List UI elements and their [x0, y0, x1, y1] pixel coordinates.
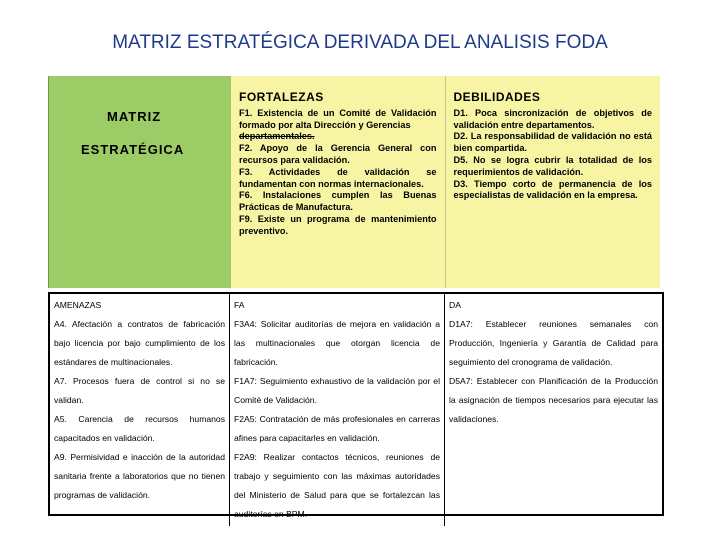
- fa-column: [230, 294, 445, 526]
- amenaza-item: A9. Permisividad e inacción de la autoridad sanitaria frente a laboratorios que no tienen programas de validación.: [54, 452, 225, 500]
- debilidad-item: D5. No se logra cubrir la totalidad de los requerimientos de validación.: [453, 154, 652, 177]
- amenaza-item: A4. Afectación a contratos de fabricación bajo licencia por bajo cumplimiento de los estándares de multinacionales.: [54, 319, 225, 367]
- fortaleza-item: F6. Instalaciones cumplen las Buenas Prácticas de Manufactura.: [239, 190, 437, 213]
- da-strategy: D1A7: Establecer reuniones semanales con Producción, Ingeniería y Garantía de Calidad para seguimiento del cronograma de validación.: [449, 319, 658, 367]
- fa-strategy: F1A7: Seguimiento exhaustivo de la validación por el Comité de Validación.: [234, 376, 440, 405]
- amenaza-item: A5. Carencia de recursos humanos capacitados en validación.: [54, 414, 225, 443]
- fortaleza-item: departamentales.: [239, 131, 315, 142]
- matrix-label-cell: [48, 76, 231, 288]
- matrix-label-line2: ESTRATÉGICA: [81, 142, 185, 157]
- amenaza-item: A7. Procesos fuera de control si no se validan.: [54, 376, 225, 405]
- fortalezas-column: [231, 76, 446, 288]
- amenazas-column: [50, 294, 230, 526]
- strategies-table: [48, 292, 664, 519]
- da-column: [445, 294, 662, 526]
- fortaleza-item: F3. Actividades de validación se fundamentan con normas internacionales.: [239, 166, 437, 189]
- foda-matrix: [48, 76, 660, 288]
- debilidades-heading: DEBILIDADES: [453, 90, 541, 104]
- debilidad-item: D3. Tiempo corto de permanencia de los especialistas de validación en la empresa.: [453, 178, 652, 201]
- page-title: MATRIZ ESTRATÉGICA DERIVADA DEL ANALISIS FODA: [112, 32, 608, 53]
- fa-strategy: F2A9: Realizar contactos técnicos, reuniones de trabajo y seguimiento con las máximas autoridades del Ministerio de Salud para que se fortalezcan las auditorías en BPM.: [234, 452, 440, 519]
- da-header: DA: [449, 300, 461, 310]
- debilidad-item: D1. Poca sincronización de objetivos de validación entre departamentos.: [453, 107, 652, 130]
- da-strategy: D5A7: Establecer con Planificación de la Producción la asignación de tiempos necesarios para ejecutar las validaciones.: [449, 376, 658, 424]
- fortalezas-heading: FORTALEZAS: [239, 90, 324, 104]
- amenazas-header: AMENAZAS: [54, 300, 102, 310]
- debilidades-column: [446, 76, 661, 288]
- debilidad-item: D2. La responsabilidad de validación no está bien compartida.: [453, 131, 652, 154]
- fortaleza-item: F9. Existe un programa de mantenimiento preventivo.: [239, 213, 437, 236]
- fortaleza-item: F2. Apoyo de la Gerencia General con recursos para validación.: [239, 143, 437, 165]
- fa-header: FA: [234, 300, 245, 310]
- fa-strategy: F3A4: Solicitar auditorías de mejora en validación a las multinacionales que otorgan licencia de fabricación.: [234, 319, 440, 367]
- fortaleza-item: F1. Existencia de un Comité de Validación formado por alta Dirección y Gerencias: [239, 107, 437, 130]
- matrix-label-line1: MATRIZ: [107, 109, 162, 124]
- fa-strategy: F2A5: Contratación de más profesionales en carreras afines para capacitarles en validación.: [234, 414, 440, 443]
